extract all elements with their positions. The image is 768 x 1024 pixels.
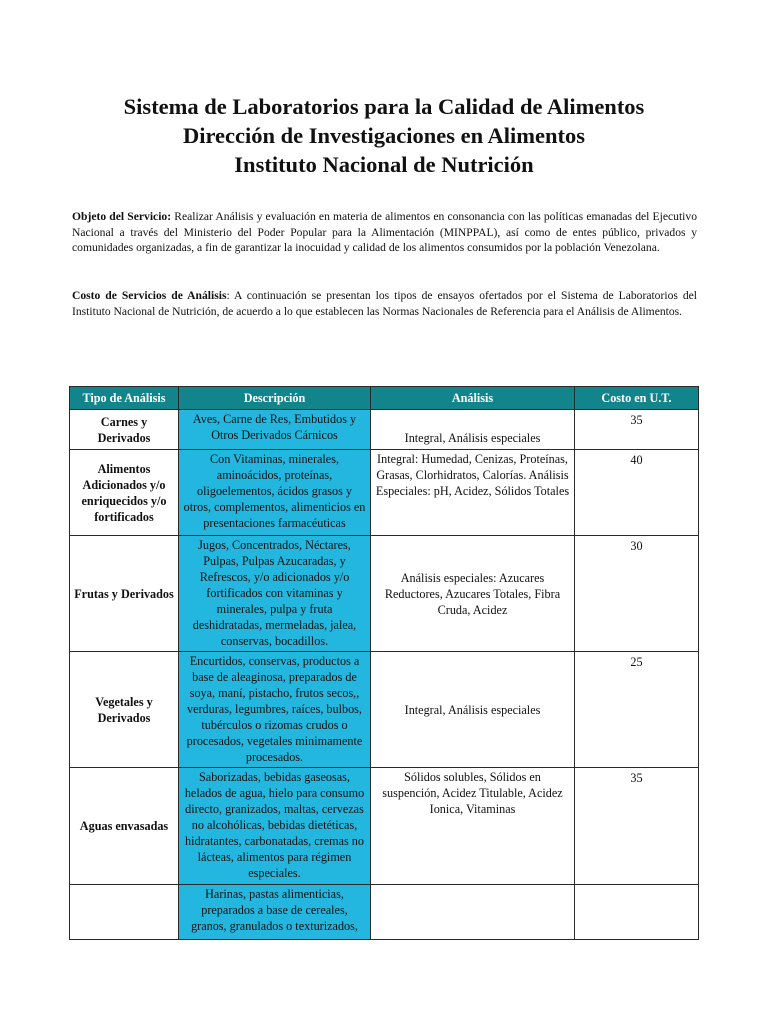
cell-costo: 35: [575, 410, 699, 450]
cell-tipo: Frutas y Derivados: [70, 536, 179, 652]
costo-text: : A continuación se presentan los tipos de ensayos ofertados por el Sistema de Laboratorios del Instituto Nacional de Nutrición, de acuerdo a lo que establecen las Normas Nacionales de Referencia para el Análisis de Alimentos.: [72, 289, 698, 318]
cell-costo: [575, 885, 699, 940]
cell-analisis: Integral, Análisis especiales: [371, 410, 575, 450]
cell-costo: 30: [575, 536, 699, 652]
costo-paragraph: [72, 288, 697, 319]
cell-costo: 40: [575, 450, 699, 536]
objeto-paragraph: [72, 209, 697, 256]
cell-analisis: Integral, Análisis especiales: [371, 652, 575, 768]
table-row: [70, 410, 699, 450]
table-row: [70, 652, 699, 768]
header-costo: Costo en U.T.: [575, 387, 699, 410]
cell-tipo: [70, 885, 179, 940]
cell-analisis: Análisis especiales: Azucares Reductores, Azucares Totales, Fibra Cruda, Acidez: [371, 536, 575, 652]
table-row: [70, 536, 699, 652]
cell-descripcion: Jugos, Concentrados, Néctares, Pulpas, Pulpas Azucaradas, y Refrescos, y/o adicionados y/o fortificados con vitaminas y minerales, pulpa y fruta deshidratadas, mermeladas, jalea, conservas, bocadillos.: [179, 536, 371, 652]
costo-label: Costo de Servicios de Análisis: [72, 289, 227, 302]
objeto-text: Realizar Análisis y evaluación en materia de alimentos en consonancia con las políticas emanadas del Ejecutivo Nacional a través del Ministerio del Poder Popular para la Alimentación (MINPPAL), así como de entes público, privados y comunidades organizadas, a fin de garantizar la inocuidad y calidad de los alimentos consumidos por la población Venezolana.: [72, 210, 697, 255]
cell-descripcion: Con Vitaminas, minerales, aminoácidos, proteínas, oligoelementos, ácidos grasos y otros, complementos, alimenticios en presentaciones farmacéuticas: [179, 450, 371, 536]
header-tipo: Tipo de Análisis: [70, 387, 179, 410]
cell-costo: 35: [575, 768, 699, 885]
table-header-row: [70, 387, 699, 410]
header-analisis: Análisis: [371, 387, 575, 410]
cell-analisis: Sólidos solubles, Sólidos en suspención, Acidez Titulable, Acidez Ionica, Vitaminas: [371, 768, 575, 885]
objeto-label: Objeto del Servicio:: [72, 210, 172, 223]
analysis-cost-table: [69, 386, 699, 940]
cell-tipo: Carnes y Derivados: [70, 410, 179, 450]
document-title-block: [0, 92, 768, 179]
table-row: [70, 450, 699, 536]
title-line-2: Dirección de Investigaciones en Alimentos: [182, 123, 586, 148]
table-row: [70, 768, 699, 885]
title-line-1: Sistema de Laboratorios para la Calidad de Alimentos: [123, 94, 645, 119]
cell-costo: 25: [575, 652, 699, 768]
cell-descripcion: Saborizadas, bebidas gaseosas, helados de agua, hielo para consumo directo, granizados, maltas, cervezas no alcohólicas, bebidas dietéticas, hidratantes, carbonatadas, cremas no lácteas, alimentos para régimen especiales.: [179, 768, 371, 885]
title-line-3: Instituto Nacional de Nutrición: [234, 152, 534, 177]
cell-tipo: Aguas envasadas: [70, 768, 179, 885]
header-descripcion: Descripción: [179, 387, 371, 410]
cell-tipo: Vegetales y Derivados: [70, 652, 179, 768]
cell-analisis: [371, 885, 575, 940]
table-row: [70, 885, 699, 940]
cell-descripcion: Harinas, pastas alimenticias, preparados a base de cereales, granos, granulados o texturizados,: [179, 885, 371, 940]
cell-tipo: Alimentos Adicionados y/o enriquecidos y/o fortificados: [70, 450, 179, 536]
cell-analisis: Integral: Humedad, Cenizas, Proteínas, Grasas, Clorhidratos, Calorías. Análisis Especiales: pH, Acidez, Sólidos Totales: [371, 450, 575, 536]
cell-descripcion: Encurtidos, conservas, productos a base de aleaginosa, preparados de soya, maní, pistacho, frutos secos,, verduras, legumbres, raíces, bulbos, tubérculos o rizomas crudos o procesados, vegetales minimamente procesados.: [179, 652, 371, 768]
cell-descripcion: Aves, Carne de Res, Embutidos y Otros Derivados Cárnicos: [179, 410, 371, 450]
